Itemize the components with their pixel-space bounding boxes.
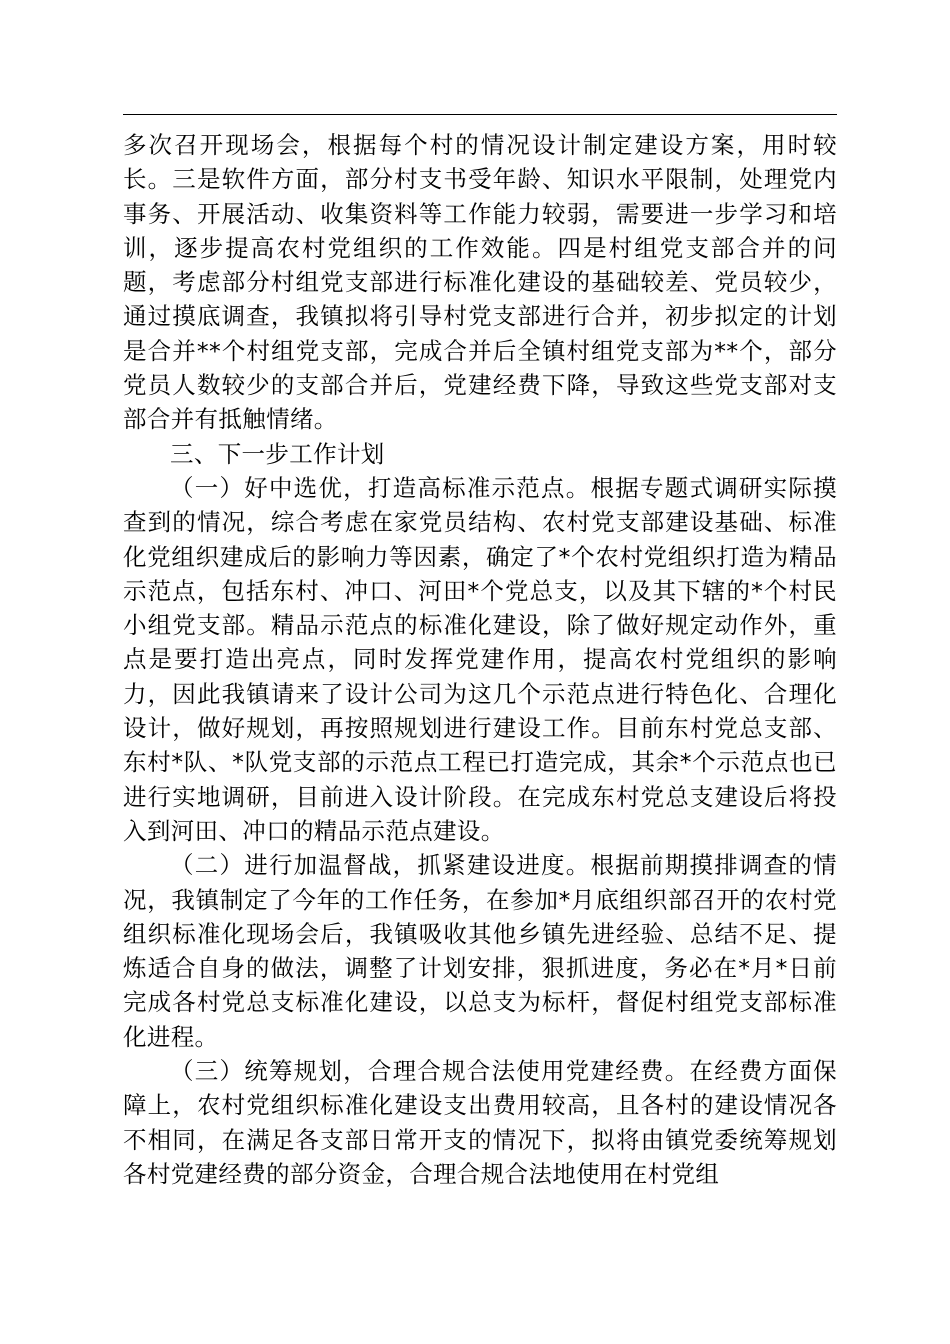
paragraph-item-2: （二）进行加温督战，抓紧建设进度。根据前期摸排调查的情况，我镇制定了今年的工作任务，在参加*月底组织部召开的农村党组织标准化现场会后，我镇吸收其他乡镇先进经验、总结不足、提炼适合自身的做法，调整了计划安排，狠抓进度，务必在*月*日前完成各村党总支标准化建设，以总支为标杆，督促村组党支部标准化进程。 bbox=[123, 851, 837, 1051]
document-body bbox=[123, 128, 837, 1191]
header-rule bbox=[123, 114, 837, 115]
paragraph-continuation: 多次召开现场会，根据每个村的情况设计制定建设方案，用时较长。三是软件方面，部分村支书受年龄、知识水平限制，处理党内事务、开展活动、收集资料等工作能力较弱，需要进一步学习和培训，逐步提高农村党组织的工作效能。四是村组党支部合并的问题，考虑部分村组党支部进行标准化建设的基础较差、党员较少，通过摸底调查，我镇拟将引导村党支部进行合并，初步拟定的计划是合并**个村组党支部，完成合并后全镇村组党支部为**个，部分党员人数较少的支部合并后，党建经费下降，导致这些党支部对支部合并有抵触情绪。 bbox=[123, 131, 837, 434]
paragraph-item-1: （一）好中选优，打造高标准示范点。根据专题式调研实际摸查到的情况，综合考虑在家党员结构、农村党支部建设基础、标准化党组织建成后的影响力等因素，确定了*个农村党组织打造为精品示范点，包括东村、冲口、河田*个党总支，以及其下辖的*个村民小组党支部。精品示范点的标准化建设，除了做好规定动作外，重点是要打造出亮点，同时发挥党建作用，提高农村党组织的影响力，因此我镇请来了设计公司为这几个示范点进行特色化、合理化设计，做好规划，再按照规划进行建设工作。目前东村党总支部、东村*队、*队党支部的示范点工程已打造完成，其余*个示范点也已进行实地调研，目前进入设计阶段。在完成东村党总支建设后将投入到河田、冲口的精品示范点建设。 bbox=[123, 473, 837, 845]
section-heading: 三、下一步工作计划 bbox=[170, 439, 385, 468]
paragraph-item-3: （三）统筹规划，合理合规合法使用党建经费。在经费方面保障上，农村党组织标准化建设支出费用较高，且各村的建设情况各不相同，在满足各支部日常开支的情况下，拟将由镇党委统筹规划各村党建经费的部分资金，合理合规合法地使用在村党组 bbox=[123, 1057, 837, 1188]
